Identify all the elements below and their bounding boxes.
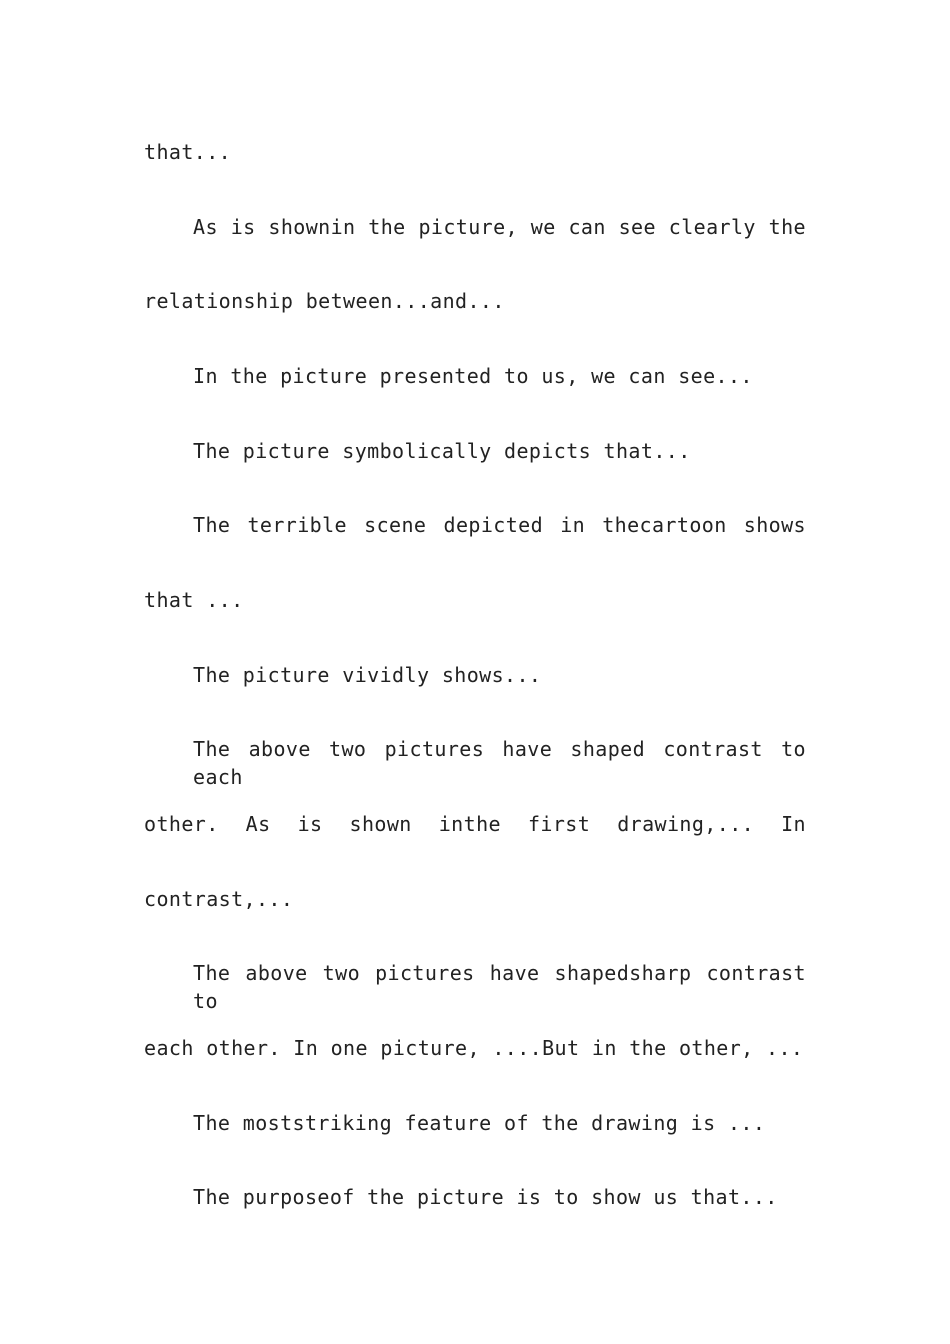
- text-line: The moststriking feature of the drawing is ...: [193, 1111, 766, 1135]
- text-line: each other. In one picture, ....But in the other, ...: [144, 1036, 804, 1060]
- text-line: The terrible scene depicted in thecartoon shows: [193, 513, 806, 537]
- text-line: The picture vividly shows...: [193, 663, 542, 687]
- text-line: relationship between...and...: [144, 289, 505, 313]
- text-line: The above two pictures have shaped contrast to each: [193, 737, 806, 789]
- text-line: that...: [144, 140, 232, 164]
- text-line: that ...: [144, 588, 244, 612]
- text-line: In the picture presented to us, we can see...: [193, 364, 753, 388]
- text-line: contrast,...: [144, 887, 294, 911]
- text-line: The picture symbolically depicts that...: [193, 439, 691, 463]
- text-line: other. As is shown inthe first drawing,... In: [144, 812, 806, 836]
- text-line: The purposeof the picture is to show us that...: [193, 1185, 778, 1209]
- text-line: As is shownin the picture, we can see clearly the: [193, 215, 806, 239]
- text-line: The above two pictures have shapedsharp contrast to: [193, 961, 806, 1013]
